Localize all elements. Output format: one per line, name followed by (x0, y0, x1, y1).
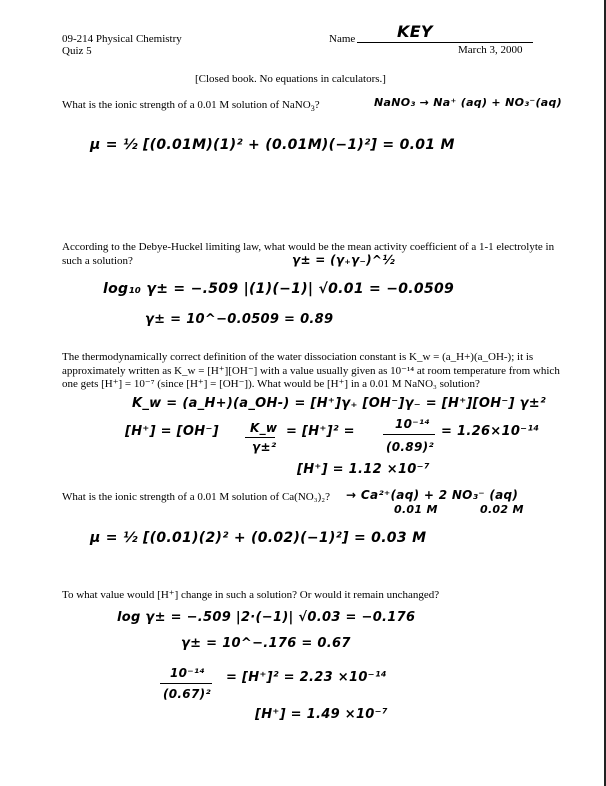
name-line (357, 42, 533, 43)
q3-work-line-3: [H⁺] = 1.12 ×10⁻⁷ (297, 462, 430, 477)
q3-work-line-2c: = [H⁺]² = (286, 424, 355, 439)
q3-work-line-2e: = 1.26×10⁻¹⁴ (441, 424, 540, 439)
q1-work: μ = ½ [(0.01M)(1)² + (0.01M)(−1)²] = 0.01 M (90, 137, 455, 153)
q1-reaction: NaNO₃ → Na⁺ (aq) + NO₃⁻(aq) (374, 96, 563, 109)
q3-work-line-1: K_w = (a_H+)(a_OH-) = [H⁺]γ₊ [OH⁻]γ₋ = [H⁺][OH⁻] γ±² (132, 396, 546, 411)
name-value: KEY (397, 22, 433, 41)
question-4: What is the ionic strength of a 0.01 M solution of Ca(NO₃)₂? (62, 491, 330, 503)
q5-frac-num: 10⁻¹⁴ (170, 666, 206, 680)
q5-work-line-3: = [H⁺]² = 2.23 ×10⁻¹⁴ (226, 670, 387, 685)
name-label: Name (329, 33, 356, 45)
quiz-date: March 3, 2000 (458, 44, 523, 56)
q5-work-line-4: [H⁺] = 1.49 ×10⁻⁷ (255, 707, 388, 722)
question-5: To what value would [H⁺] change in such a solution? Or would it remain unchanged? (62, 589, 440, 601)
q4-conc-2: 0.02 M (480, 503, 524, 516)
q4-work: μ = ½ [(0.01)(2)² + (0.02)(−1)²] = 0.03 M (90, 530, 427, 546)
q3-frac-num: 10⁻¹⁴ (395, 417, 431, 431)
quiz-number: Quiz 5 (62, 45, 92, 57)
question-2: According to the Debye-Huckel limiting law, what would be the mean activity coefficient of a 1-1 electrolyte in such a solution? (62, 241, 555, 267)
q2-work-line-1: log₁₀ γ± = −.509 |(1)(−1)| √0.01 = −0.0509 (103, 281, 455, 297)
instructions: [Closed book. No equations in calculators.] (195, 73, 386, 85)
q2-work-line-2: γ± = 10^−0.0509 = 0.89 (145, 312, 334, 327)
q4-conc-1: 0.01 M (394, 503, 438, 516)
question-3: The thermodynamically correct definition of the water dissociation constant is K_w = (a_H+)(a_OH-); it is approximately written as K_w = [H⁺][OH⁻] with a value usually given as 10⁻¹⁴ at room temperature from which one gets [H⁺] = 10⁻⁷ (since [H⁺] = [OH⁻]). What would be [H⁺] in a 0.01 M NaNO₃ solution? (62, 351, 560, 390)
q3-work-line-2a: [H⁺] = [OH⁻] (125, 424, 219, 439)
q5-frac-den: (0.67)² (163, 687, 211, 701)
q3-frac-kw-bar (245, 437, 275, 438)
q3-frac-bar (383, 434, 435, 435)
question-1: What is the ionic strength of a 0.01 M solution of NaNO$_3$? (62, 99, 320, 114)
course-title: 09-214 Physical Chemistry (62, 33, 182, 45)
q3-frac-den: (0.89)² (386, 440, 434, 454)
q4-reaction: → Ca²⁺(aq) + 2 NO₃⁻ (aq) (346, 488, 519, 502)
q2-note: γ± = (γ₊γ₋)^½ (292, 253, 395, 267)
q3-frac-kw-den: γ±² (252, 440, 277, 454)
q5-frac-bar (160, 683, 212, 684)
q5-work-line-1: log γ± = −.509 |2·(−1)| √0.03 = −0.176 (117, 610, 416, 625)
q5-work-line-2: γ± = 10^−.176 = 0.67 (181, 636, 351, 651)
q3-frac-kw-num: K_w (250, 421, 278, 435)
